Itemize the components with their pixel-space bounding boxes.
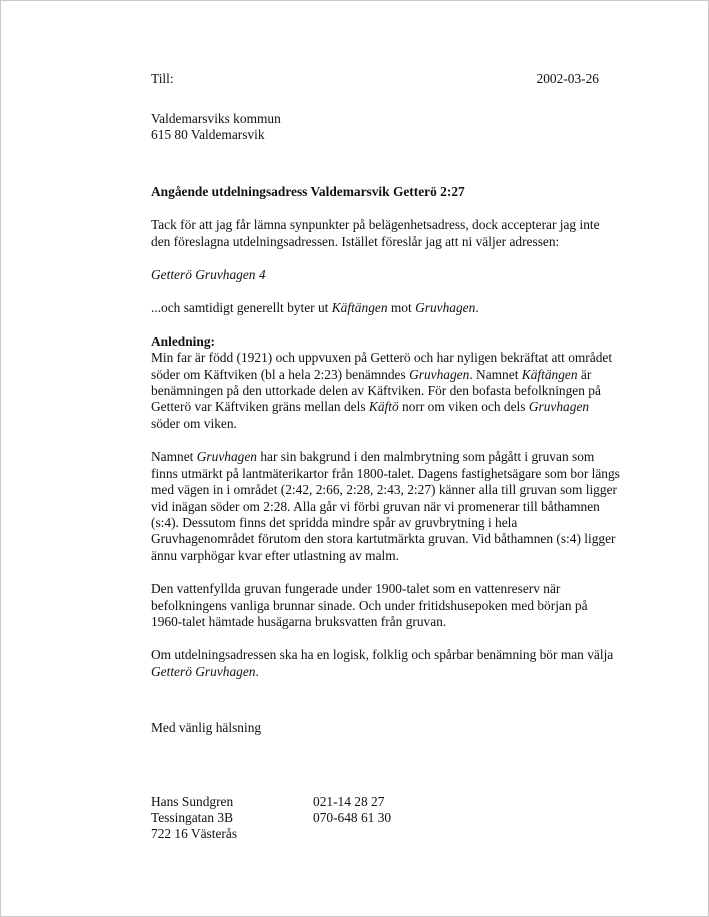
paragraph-water: Den vattenfyllda gruvan fungerade under 1900-talet som en vattenreserv när befolkningens vanliga brunnar sinade. Och under fritidshusepoken med början på 1960-talet hämtade husägarna bruksvatten från gruvan. xyxy=(151,581,588,629)
recipient-address xyxy=(151,111,621,144)
subject-line: Angående utdelningsadress Valdemarsvik Getterö 2:27 xyxy=(151,183,465,199)
sender-row xyxy=(151,810,621,826)
sender-row xyxy=(151,826,621,842)
text-run: har sin bakgrund i den malmbrytning som pågått i gruvan som finns utmärkt på lantmäterikartor från 1800-talet. Dagens fastighetsägare som bor längs med vägen in i området (2:42, 2:66, 2:28, 2:43, 2:27) känner alla till gruvan som ligger vid inägan söder om 2:28. Alla går vi förbi gruvan när vi promenerar till båthamnen (s:4). Dessutom finns det spridda mindre spår av gruvbrytning i hela Gruvhagenområdet förutom den stora kartutmärkta gruvan. Vid båthamnen (s:4) ligger ännu varphögar kvar efter utlastning av malm. xyxy=(151,449,620,563)
letter-header-row xyxy=(151,71,621,87)
text-run: mot xyxy=(387,300,416,316)
italic-term: Gruvhagen xyxy=(196,449,257,465)
paragraph-intro: Tack för att jag får lämna synpunkter på belägenhetsadress, dock accepterar jag inte den föreslagna utdelningsadressen. Istället föreslår jag att ni väljer adressen: xyxy=(151,217,600,249)
recipient-line-1: Valdemarsviks kommun xyxy=(151,111,281,126)
paragraph-background xyxy=(151,449,621,564)
sender-phone-2: 070-648 61 30 xyxy=(313,809,392,825)
text-run: Om utdelningsadressen ska ha en logisk, folklig och spårbar benämning bör man välja xyxy=(151,647,614,663)
recipient-line-2: 615 80 Valdemarsvik xyxy=(151,127,265,143)
italic-term: Gruvhagen xyxy=(409,366,470,382)
sender-row xyxy=(151,794,621,810)
italic-term: Käftängen xyxy=(331,300,388,316)
to-label: Till: xyxy=(151,71,174,86)
text-run: Namnet xyxy=(151,449,197,465)
text-run: är benämningen på den uttorkade delen av Käftviken. För den bofasta befolkningen på Getterö var Käftviken gräns mellan dels xyxy=(151,366,601,415)
text-run: . xyxy=(475,300,479,316)
letter-date: 2002-03-26 xyxy=(536,71,599,86)
text-run: Min far är född (1921) och uppvuxen på Getterö och har nyligen bekräftat att området söder om Käftviken (bl a hela 2:23) benämndes xyxy=(151,350,613,382)
paragraph-rename xyxy=(151,300,621,316)
sender-street: Tessingatan 3B xyxy=(151,809,233,825)
text-run: . Namnet xyxy=(469,366,522,382)
italic-term: Käftängen xyxy=(521,366,578,382)
sender-phone-1: 021-14 28 27 xyxy=(313,793,385,809)
italic-term: Getterö Gruvhagen xyxy=(151,663,256,679)
sender-name: Hans Sundgren xyxy=(151,793,234,809)
paragraph-conclusion xyxy=(151,647,621,680)
text-run: . xyxy=(255,663,259,679)
paragraph-reason xyxy=(151,350,621,432)
italic-term: Gruvhagen xyxy=(528,399,590,415)
italic-term: Gruvhagen xyxy=(415,300,476,316)
text-run: ...och samtidigt generellt byter ut xyxy=(151,300,332,316)
sender-city: 722 16 Västerås xyxy=(151,826,238,842)
closing-line: Med vänlig hälsning xyxy=(151,720,262,736)
text-run: söder om viken. xyxy=(151,415,237,431)
proposed-address: Getterö Gruvhagen 4 xyxy=(151,267,266,283)
reason-heading: Anledning: xyxy=(151,333,215,349)
sender-block xyxy=(151,794,621,843)
text-run: norr om viken och dels xyxy=(398,399,529,415)
letter-body xyxy=(151,71,621,843)
italic-term: Käftö xyxy=(368,399,399,415)
